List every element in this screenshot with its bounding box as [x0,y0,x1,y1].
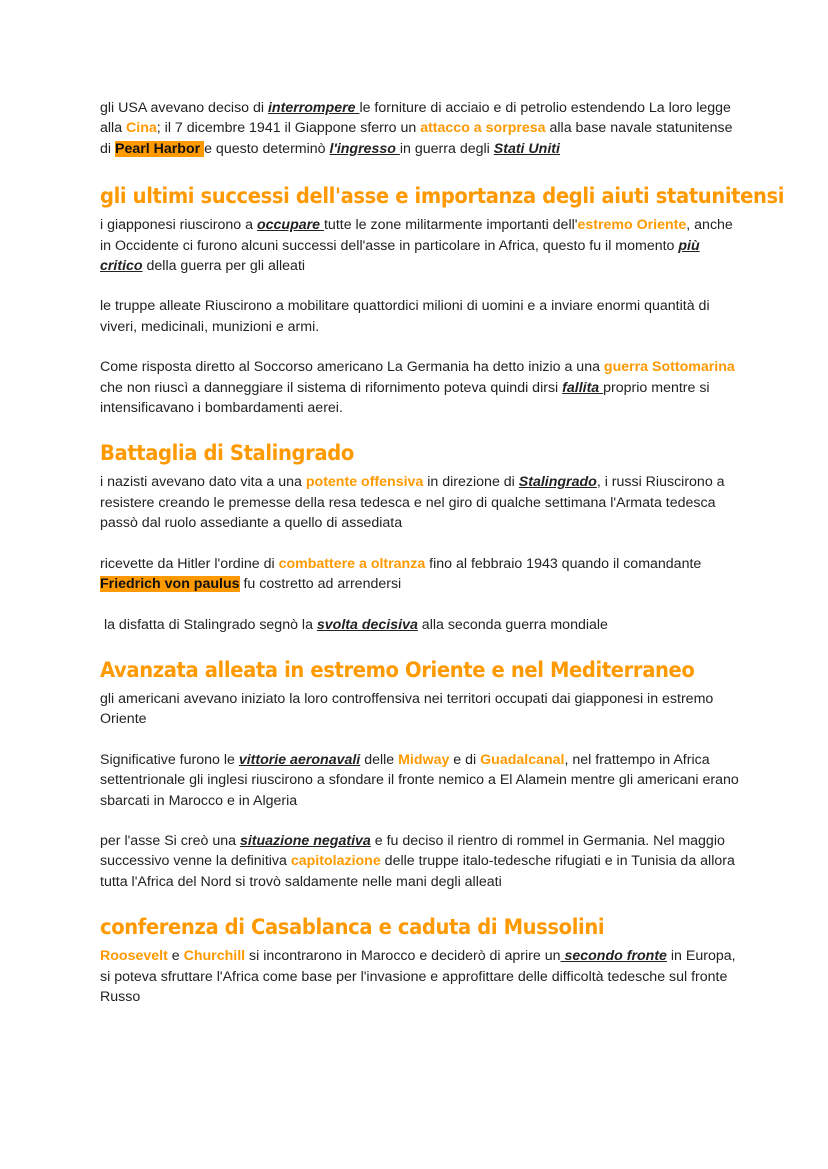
section-heading: conferenza di Casablanca e caduta di Mussolini [100,915,605,940]
text: le forniture di acciaio e di petrolio estendendo La loro legge alla [100,100,731,137]
keyword-orange: attacco a sorpresa [420,120,546,137]
section-heading: Battaglia di Stalingrado [100,441,354,466]
keyword-orange: Guadalcanal [480,751,565,768]
section-heading: gli ultimi successi dell'asse e importanza degli aiuti statunitensi [100,184,785,209]
keyword-underlined: l'ingresso [329,140,400,157]
keyword-highlighted: Pearl Harbor [114,140,205,157]
paragraph [100,357,740,418]
keyword-orange: Roosevelt [100,948,168,965]
text: gli USA avevano deciso di [100,100,268,116]
keyword-orange: Cina [126,120,157,137]
text: fu costretto ad arrendersi [239,576,402,593]
keyword-underlined: Stati Uniti [493,140,560,157]
section-heading: Avanzata alleata in estremo Oriente e nel Mediterraneo [100,657,695,682]
paragraph: gli americani avevano iniziato la loro controffensiva nei territori occupati dai giapponesi in estremo Oriente [100,690,714,728]
paragraph: le truppe alleate Riuscirono a mobilitare quattordici milioni di uomini e a inviare enormi quantità di viveri, medicinali, munizioni e armi. [100,298,710,335]
text: alla seconda guerra mondiale [417,616,608,633]
keyword-orange: combattere a oltranza [278,555,426,572]
paragraph [100,615,740,635]
text: in direzione di [423,474,519,491]
text: tutte le zone militarmente importanti dell' [323,217,578,234]
paragraph [100,554,740,595]
keyword-orange: estremo Oriente [577,217,687,234]
text: in Europa, si poteva sfruttare l'Africa come base per l'invasione e approfittare delle difficoltà tedesche sul fronte Russo [100,948,736,1005]
text: proprio mentre si intensificavano i bombardamenti aerei. [100,379,710,417]
text: e di [449,751,481,768]
paragraph [100,946,740,1007]
text: e [167,948,184,965]
keyword-underlined: più critico [100,237,700,275]
keyword-underlined: vittorie aeronavali [238,751,361,768]
keyword-orange: capitolazione [290,853,381,870]
text: della guerra per gli alleati [142,258,306,275]
keyword-underlined: fallita [562,379,604,396]
text: per l'asse Si creò una [100,832,240,849]
text: fino al febbraio 1943 quando il comandante [425,555,702,572]
text: alla base navale statunitense di [100,120,733,157]
text: e questo determinò [204,140,330,157]
text: e fu deciso il rientro di rommel in Germania. Nel maggio successivo venne la definitiva [100,832,725,870]
text: in guerra degli [399,140,494,157]
keyword-underlined: situazione negativa [239,832,371,849]
text: ricevette da Hitler l'ordine di [100,555,279,572]
text: la disfatta di Stalingrado segnò la [100,616,317,633]
text: ; il 7 dicembre 1941 il Giappone sferro un [156,120,421,137]
text: , i russi Riuscirono a resistere creando le premesse della resa tedesca e nel giro di qualche settimana l'Armata tedesca passò dal ruolo assediante a quello di assediata [100,474,725,532]
keyword-underlined: Stalingrado [518,474,597,491]
text: , nel frattempo in Africa settentrionale gli inglesi riuscirono a sfondare il fronte nemico a El Alamein mentre gli americani erano sbarcati in Marocco e in Algeria [100,751,739,809]
paragraph [100,831,740,892]
intro-paragraph [100,98,740,159]
keyword-highlighted: Friedrich von paulus [100,576,240,593]
paragraph [100,472,740,533]
keyword-underlined: secondo fronte [560,948,667,965]
document-content [100,98,785,1007]
text: i giapponesi riuscirono a [100,217,257,234]
text: Come risposta diretto al Soccorso americano La Germania ha detto inizio a una [100,359,604,376]
keyword-orange: Churchill [183,948,246,965]
keyword-underlined: occupare [256,217,324,234]
text: delle [360,751,399,768]
keyword-underlined: svolta decisiva [316,616,418,633]
keyword-orange: Midway [398,751,450,768]
text: si incontrarono in Marocco e deciderò di aprire un [245,948,561,965]
keyword-orange: potente offensiva [305,474,424,491]
text: , anche in Occidente ci furono alcuni successi dell'asse in particolare in Africa, questo fu il momento [100,217,733,254]
text: che non riuscì a danneggiare il sistema di rifornimento poteva quindi dirsi [100,379,563,396]
keyword-orange: guerra Sottomarina [603,359,735,376]
keyword-underlined: interrompere [267,100,360,116]
paragraph [100,215,740,276]
paragraph [100,750,740,811]
text: Significative furono le [100,751,239,768]
text: i nazisti avevano dato vita a una [100,474,306,491]
text: delle truppe italo-tedesche rifugiati e in Tunisia da allora tutta l'Africa del Nord si trovò saldamente nelle mani degli alleati [100,853,735,890]
